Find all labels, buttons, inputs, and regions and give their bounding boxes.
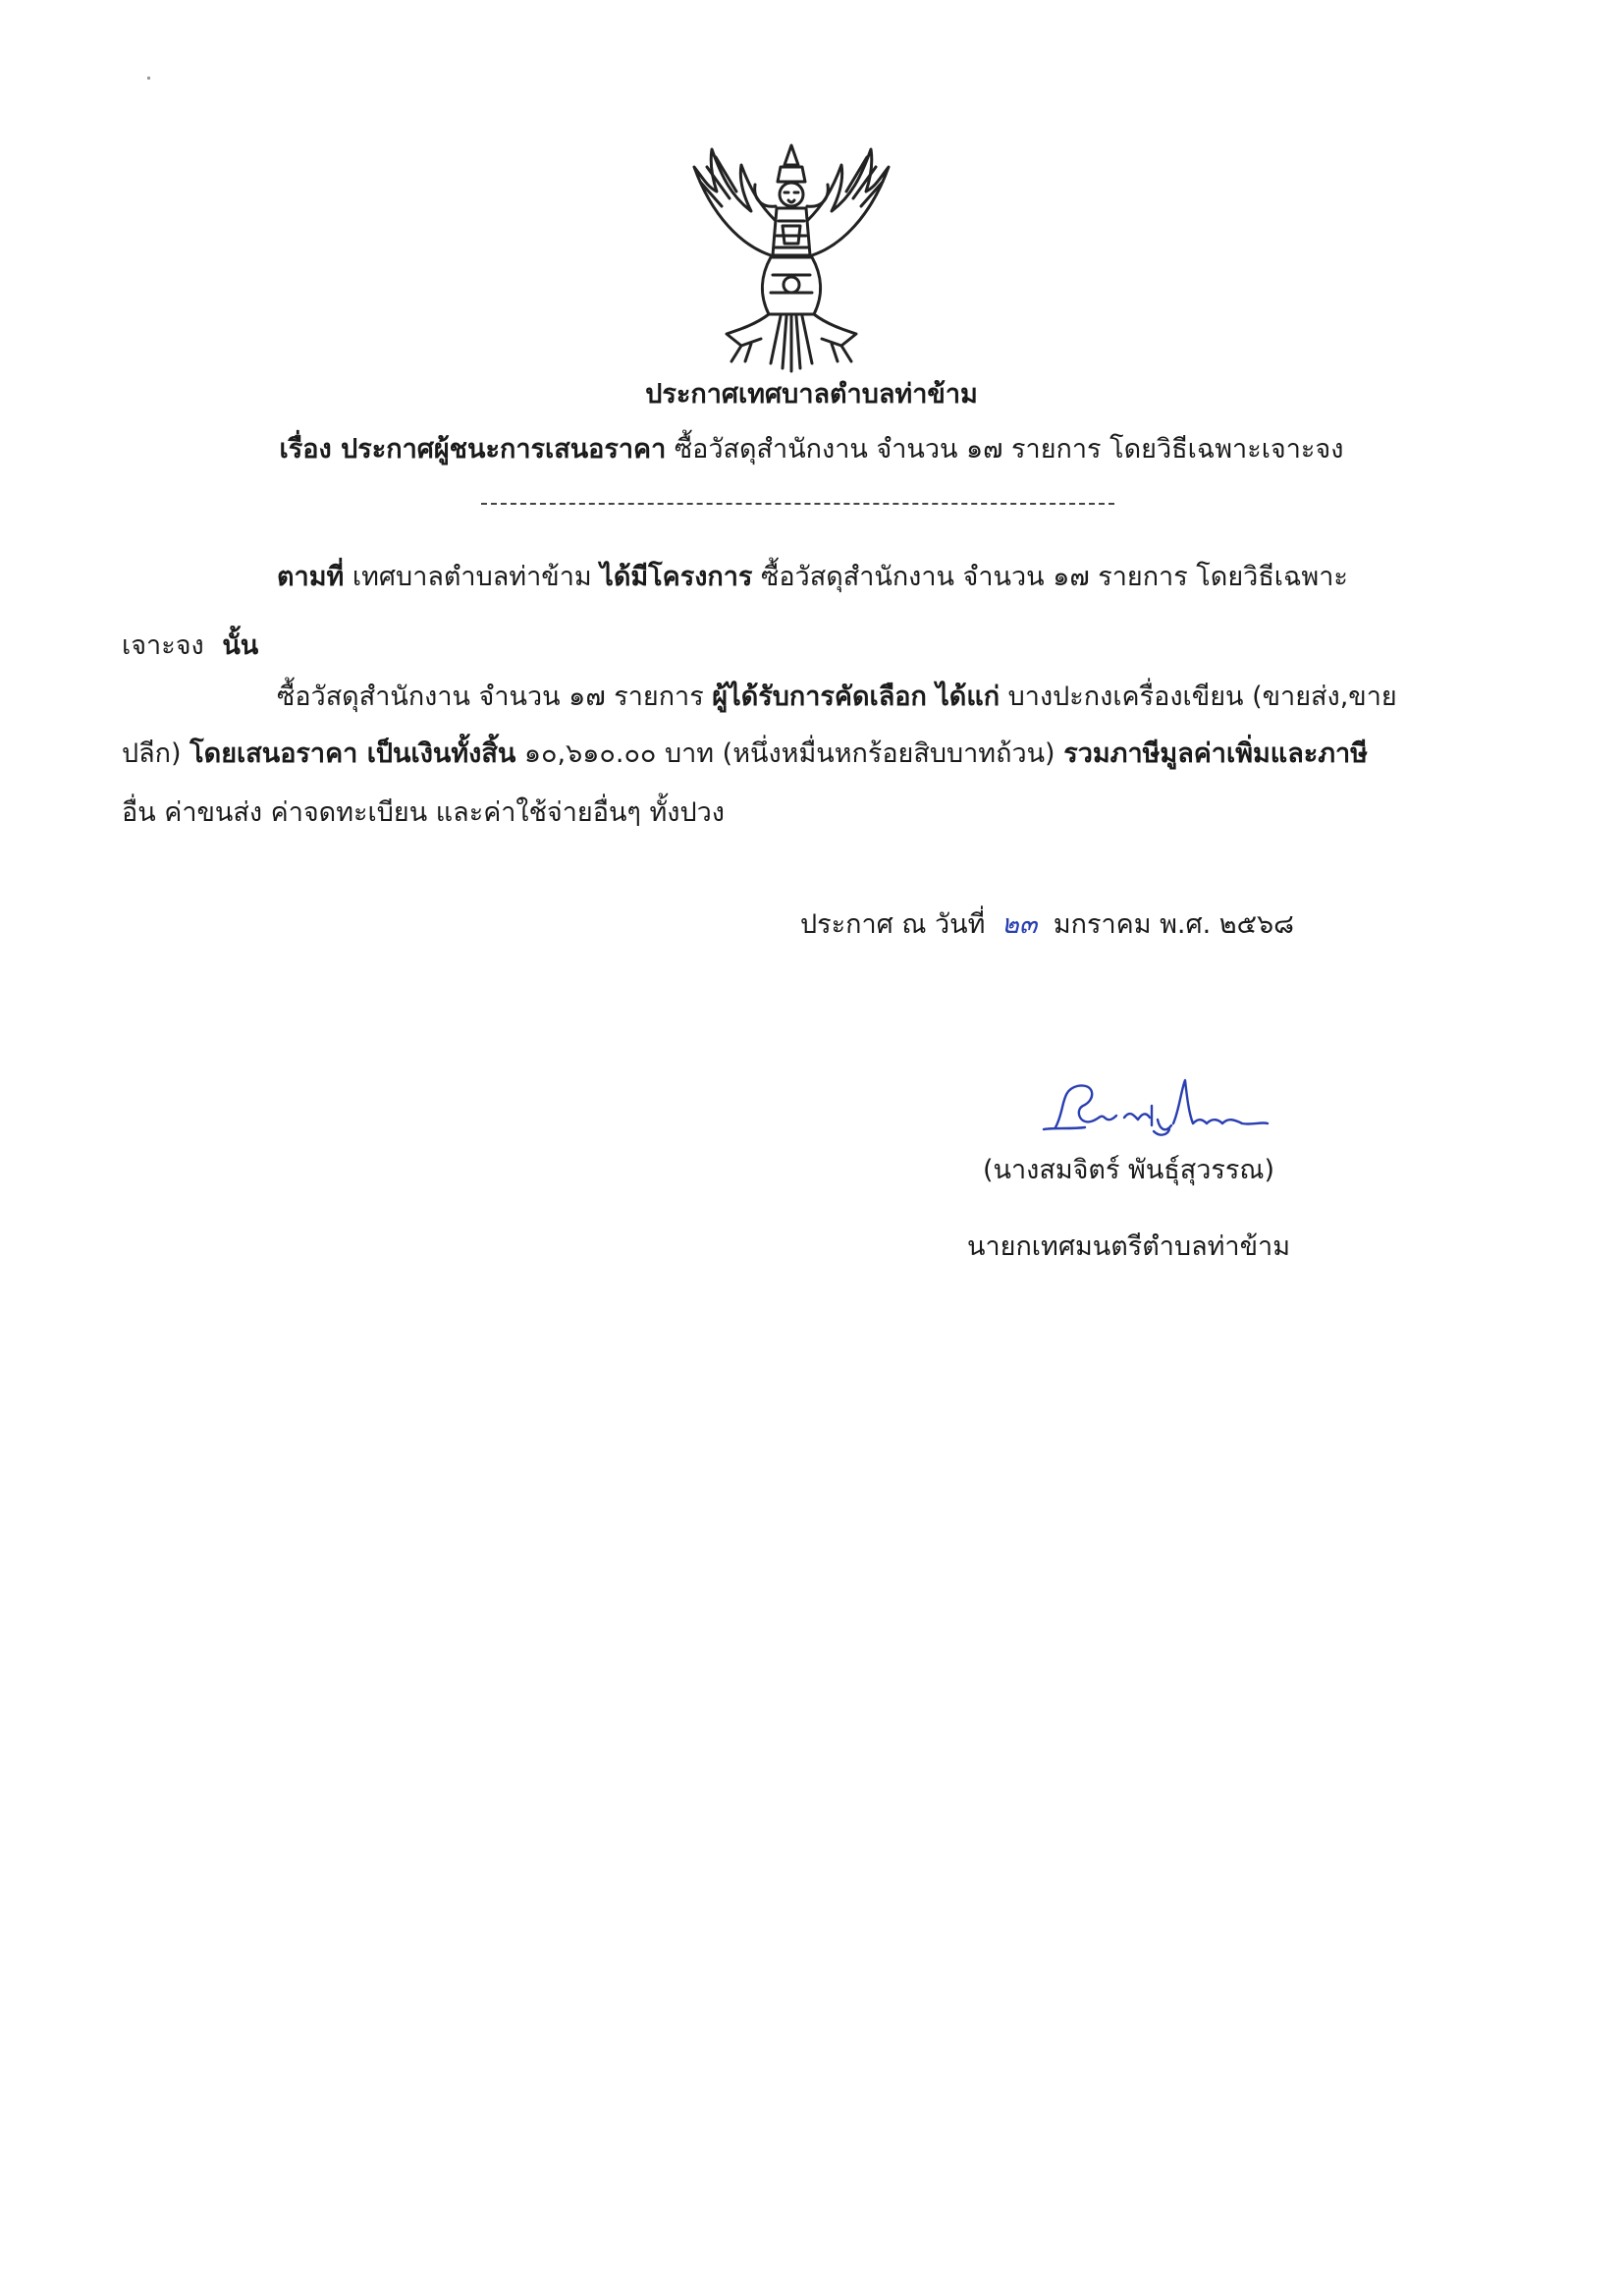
date-month-year: มกราคม พ.ศ. ๒๕๖๘ — [1053, 909, 1295, 940]
date-prefix: ประกาศ ณ วันที่ — [800, 909, 986, 940]
p2-winner-label: ผู้ได้รับการคัดเลือก ได้แก่ — [712, 682, 1001, 712]
p1-lead: ตามที่ — [277, 562, 345, 592]
divider-line — [481, 503, 1114, 505]
date-line — [800, 905, 1294, 945]
paragraph-1-line-2 — [122, 627, 258, 666]
subject-text: ซื้อวัสดุสำนักงาน จำนวน ๑๗ รายการ โดยวิธีเฉพาะเจาะจง — [674, 434, 1344, 465]
p3-a: ปลีก) — [122, 738, 182, 769]
p1-agency: เทศบาลตำบลท่าข้าม — [352, 562, 592, 592]
p3-price-label: โดยเสนอราคา เป็นเงินทั้งสิ้น — [189, 738, 516, 769]
paragraph-2-line-2 — [122, 735, 1368, 774]
subject-label: เรื่อง ประกาศผู้ชนะการเสนอราคา — [279, 434, 667, 465]
p1-project: ซื้อวัสดุสำนักงาน จำนวน ๑๗ รายการ โดยวิธีเฉพาะ — [761, 562, 1348, 592]
p1-project-label: ได้มีโครงการ — [600, 562, 753, 592]
paragraph-1-line-1 — [277, 558, 1348, 597]
p3-price: ๑๐,๖๑๐.๐๐ บาท (หนึ่งหมื่นหกร้อยสิบบาทถ้วน) — [523, 738, 1055, 769]
p1-cont: เจาะจง — [122, 630, 204, 661]
paragraph-2-line-3: อื่น ค่าขนส่ง ค่าจดทะเบียน และค่าใช้จ่ายอื่นๆ ทั้งปวง — [122, 797, 725, 828]
p2-winner: บางปะกงเครื่องเขียน (ขายส่ง,ขาย — [1007, 682, 1397, 712]
p1-end: นั้น — [222, 630, 259, 661]
signatory-name: (นางสมจิตร์ พันธุ์สุวรรณ) — [983, 1155, 1275, 1185]
p2-lead: ซื้อวัสดุสำนักงาน จำนวน ๑๗ รายการ — [277, 682, 704, 712]
handwritten-signature — [1036, 1070, 1281, 1149]
scan-speck — [147, 77, 150, 80]
paragraph-2-line-1 — [277, 678, 1397, 717]
announcement-heading: ประกาศเทศบาลตำบลท่าข้าม — [645, 379, 978, 410]
garuda-emblem-icon — [682, 137, 900, 373]
signatory-position: นายกเทศมนตรีตำบลท่าข้าม — [967, 1231, 1290, 1262]
announcement-subject — [0, 430, 1623, 469]
p3-tax-label: รวมภาษีมูลค่าเพิ่มและภาษี — [1063, 738, 1369, 769]
date-day: ๒๓ — [1001, 909, 1038, 940]
